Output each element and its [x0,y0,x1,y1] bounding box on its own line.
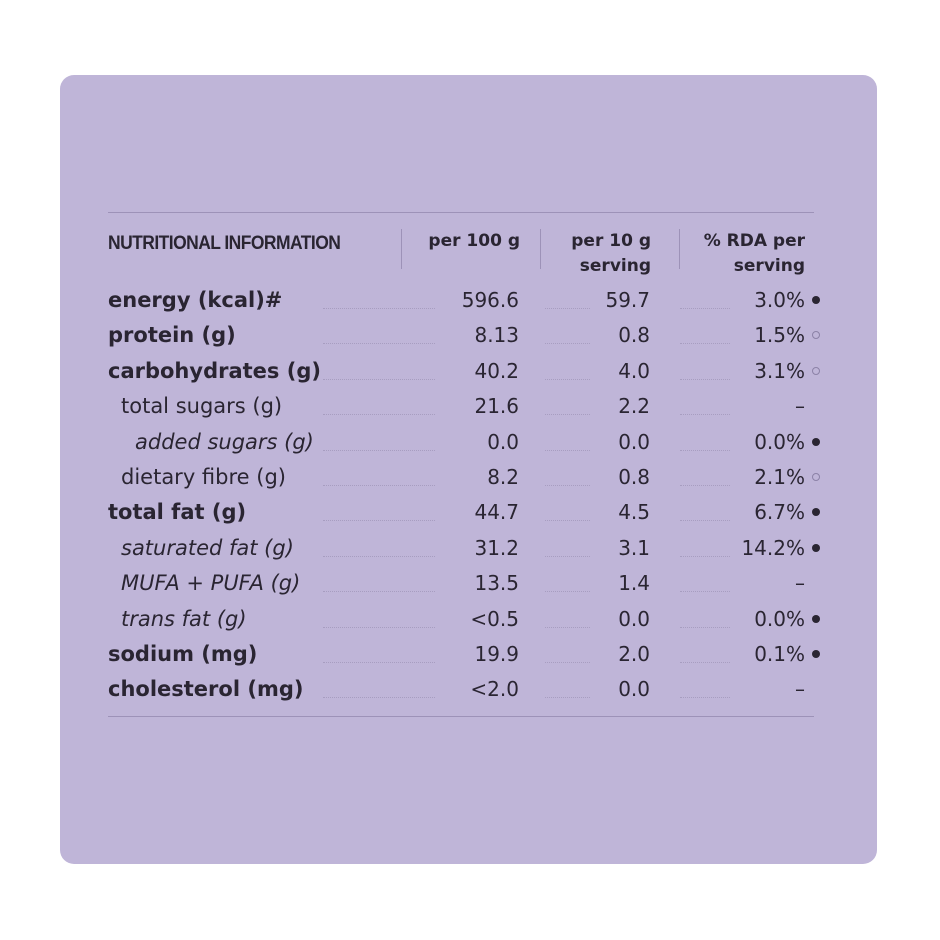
rda-text: 0.0% [754,429,805,454]
value-per-100g: 8.2 [487,464,519,489]
value-per-100g: 13.5 [474,571,519,596]
value-per-100g: 0.0 [487,429,519,454]
rda-text: 14.2% [741,535,805,560]
value-per-serving: 0.0 [618,606,650,631]
value-rda [754,495,805,530]
table-row [108,602,814,637]
dotted-leader [545,662,590,663]
header-rda-line2: serving [733,256,805,276]
value-per-serving: 0.0 [618,677,650,702]
value-per-100g: 21.6 [474,394,519,419]
value-rda [754,318,805,353]
value-per-100g: <0.5 [470,606,519,631]
table-row [108,354,814,389]
table-header [108,213,814,275]
nutrient-label: total fat (g) [108,500,247,525]
value-rda [754,354,805,389]
rda-text: – [795,677,805,702]
nutrition-card [60,75,877,864]
nutrient-label: added sugars (g) [135,429,314,454]
dotted-leader [545,591,590,592]
value-per-100g: <2.0 [470,677,519,702]
table-row [108,283,814,318]
dotted-leader [680,414,730,415]
filled-dot-icon [812,615,820,623]
rda-text: 6.7% [754,500,805,525]
value-per-serving: 4.5 [618,500,650,525]
table-row [108,460,814,495]
dotted-leader [323,485,435,486]
value-per-serving: 3.1 [618,535,650,560]
dotted-leader [545,627,590,628]
dotted-leader [323,343,435,344]
open-dot-icon [812,473,820,481]
dotted-leader [680,697,730,698]
value-rda [795,566,805,601]
nutrient-label: trans fat (g) [121,606,247,631]
table-row [108,389,814,424]
filled-dot-icon [812,544,820,552]
value-per-100g: 596.6 [461,288,519,312]
dotted-leader [680,343,730,344]
open-dot-icon [812,331,820,339]
open-dot-icon [812,367,820,375]
rda-text: 0.1% [754,641,805,666]
dotted-leader [323,450,435,451]
value-rda [754,460,805,495]
dotted-leader [545,485,590,486]
nutrient-label: saturated fat (g) [121,535,294,560]
header-per-serving [571,229,651,279]
value-rda [754,283,805,318]
value-per-100g: 40.2 [474,358,519,383]
dotted-leader [680,556,730,557]
dotted-leader [323,308,435,309]
header-divider [679,229,680,269]
rda-text: 1.5% [754,323,805,348]
dotted-leader [545,450,590,451]
value-per-serving: 0.0 [618,429,650,454]
table-body [108,275,814,716]
header-rda-line1: % RDA per [703,231,805,251]
nutrient-label: sodium (mg) [108,641,258,666]
dotted-leader [545,308,590,309]
value-per-100g: 8.13 [474,323,519,348]
filled-dot-icon [812,650,820,658]
dotted-leader [680,485,730,486]
dotted-leader [680,520,730,521]
dotted-leader [323,556,435,557]
value-rda [754,425,805,460]
header-divider [401,229,402,269]
table-row [108,566,814,601]
value-per-serving: 4.0 [618,358,650,383]
dotted-leader [545,414,590,415]
value-per-serving: 2.0 [618,641,650,666]
nutrient-label: cholesterol (mg) [108,677,304,702]
value-per-serving: 0.8 [618,323,650,348]
dotted-leader [680,450,730,451]
dotted-leader [323,379,435,380]
dotted-leader [545,556,590,557]
dotted-leader [680,627,730,628]
value-per-100g: 19.9 [474,641,519,666]
dotted-leader [323,591,435,592]
nutrient-label: MUFA + PUFA (g) [121,571,301,596]
dotted-leader [545,379,590,380]
dotted-leader [680,662,730,663]
value-rda [795,672,805,707]
table-bottom-rule [108,716,814,717]
value-per-serving: 2.2 [618,394,650,419]
value-per-100g: 31.2 [474,535,519,560]
dotted-leader [323,697,435,698]
dotted-leader [545,697,590,698]
value-per-serving: 1.4 [618,571,650,596]
dotted-leader [680,308,730,309]
header-per-serving-line2: serving [579,256,651,276]
value-per-100g: 44.7 [474,500,519,525]
rda-text: 2.1% [754,464,805,489]
dotted-leader [680,379,730,380]
header-per-100g: per 100 g [428,231,520,251]
value-per-serving: 0.8 [618,464,650,489]
rda-text: 3.0% [754,288,805,312]
table-row [108,495,814,530]
dotted-leader [323,520,435,521]
dotted-leader [545,520,590,521]
value-rda [754,602,805,637]
table-row [108,531,814,566]
table-title: NUTRITIONAL INFORMATION [108,233,341,254]
value-rda [741,531,805,566]
header-per-serving-line1: per 10 g [571,231,651,251]
rda-text: – [795,571,805,596]
rda-text: – [795,394,805,419]
table-row [108,637,814,672]
table-row [108,318,814,353]
value-per-serving: 59.7 [605,288,650,312]
header-divider [540,229,541,269]
rda-text: 3.1% [754,358,805,383]
table-row [108,672,814,707]
value-rda [795,389,805,424]
nutrient-label: total sugars (g) [121,394,283,419]
filled-dot-icon [812,438,820,446]
rda-text: 0.0% [754,606,805,631]
nutrition-table [108,212,814,717]
header-rda [704,229,805,279]
nutrient-label: dietary fibre (g) [121,464,286,489]
nutrient-label: carbohydrates (g) [108,358,321,383]
dotted-leader [323,627,435,628]
dotted-leader [323,662,435,663]
dotted-leader [545,343,590,344]
value-rda [754,637,805,672]
filled-dot-icon [812,296,820,304]
dotted-leader [323,414,435,415]
table-row [108,425,814,460]
nutrient-label: energy (kcal)# [108,288,283,312]
dotted-leader [680,591,730,592]
filled-dot-icon [812,508,820,516]
nutrient-label: protein (g) [108,323,236,348]
